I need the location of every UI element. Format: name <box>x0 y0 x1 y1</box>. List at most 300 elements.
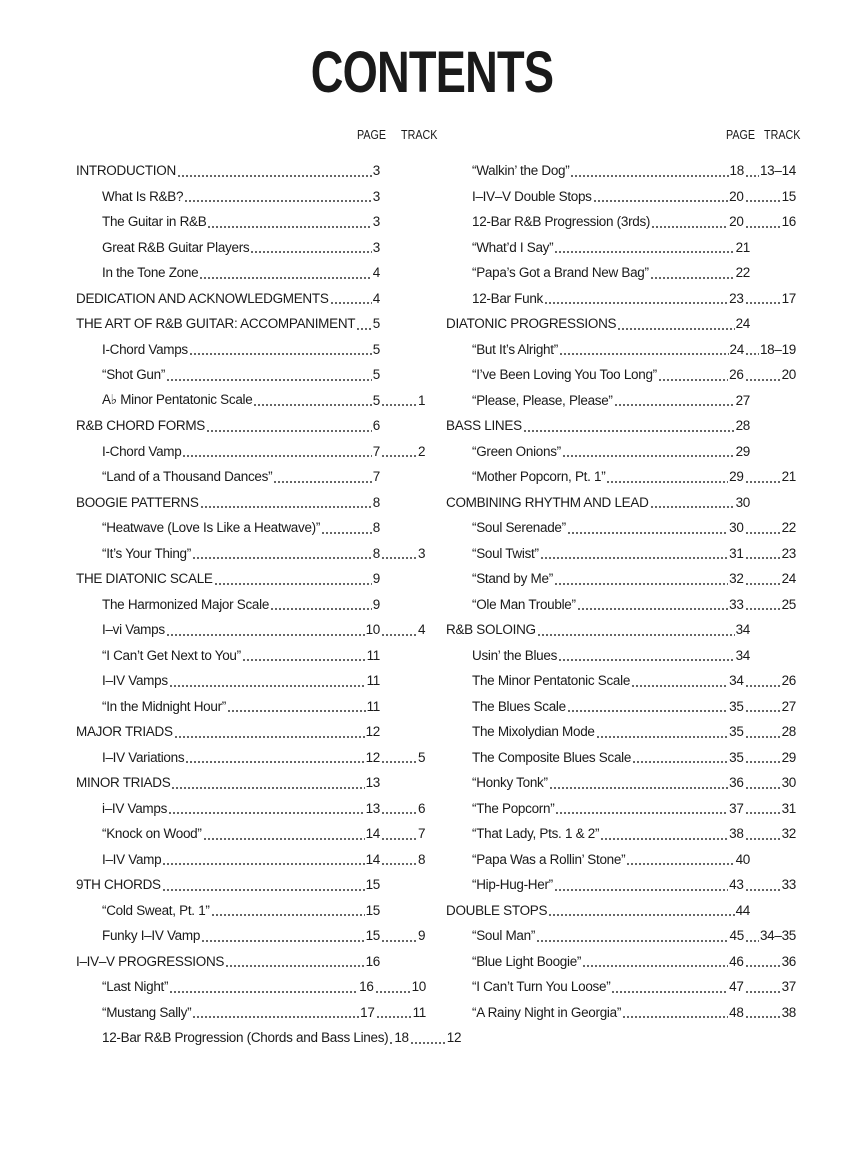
dot-leader <box>182 444 371 458</box>
entry-title: “Soul Twist” <box>472 545 539 561</box>
dot-leader <box>559 342 729 356</box>
toc-section-entry[interactable] <box>76 490 426 516</box>
toc-subsection-entry[interactable] <box>76 388 426 414</box>
dot-leader <box>745 674 781 688</box>
dot-leader <box>174 725 365 739</box>
entry-title: I–IV Variations <box>102 749 185 765</box>
dot-leader <box>381 546 417 560</box>
dot-leader <box>199 266 372 280</box>
dot-leader <box>554 240 734 254</box>
entry-track-number: 16 <box>781 214 796 230</box>
entry-title: “Please, Please, Please” <box>472 392 613 408</box>
dot-leader <box>376 1005 412 1019</box>
entry-title: R&B CHORD FORMS <box>76 418 206 434</box>
toc-subsection-entry[interactable] <box>446 668 796 694</box>
page-title: CONTENTS <box>310 40 554 105</box>
entry-page-number: 35 <box>729 724 744 740</box>
toc-subsection-entry[interactable] <box>76 643 426 669</box>
entry-page-number: 9 <box>372 571 380 587</box>
dot-leader <box>570 164 728 178</box>
entry-title: “Last Night” <box>102 979 169 995</box>
toc-section-entry[interactable] <box>446 413 796 439</box>
toc-subsection-entry[interactable] <box>76 235 426 261</box>
entry-page-number: 35 <box>729 698 744 714</box>
toc-subsection-entry[interactable] <box>446 158 796 184</box>
entry-page-number: 8 <box>372 494 380 510</box>
toc-subsection-entry[interactable] <box>76 898 426 924</box>
toc-section-entry[interactable] <box>76 158 426 184</box>
dot-leader <box>168 801 365 815</box>
dot-leader <box>650 266 735 280</box>
toc-subsection-entry[interactable] <box>76 515 426 541</box>
toc-subsection-entry[interactable] <box>76 668 426 694</box>
dot-leader <box>185 750 364 764</box>
entry-page-number: 11 <box>366 698 380 714</box>
entry-page-number: 3 <box>372 214 380 230</box>
toc-subsection-entry[interactable] <box>76 1000 426 1026</box>
toc-section-entry[interactable] <box>76 872 426 898</box>
entry-title: “Papa Was a Rollin’ Stone” <box>472 851 626 867</box>
entry-track-number: 5 <box>418 749 426 765</box>
entry-title: BOOGIE PATTERNS <box>76 494 199 510</box>
entry-page-number: 22 <box>735 265 750 281</box>
entry-page-number: 20 <box>729 214 744 230</box>
toc-subsection-entry[interactable] <box>446 643 796 669</box>
dot-leader <box>745 342 759 356</box>
entry-page-number: 30 <box>735 494 750 510</box>
entry-track-number: 23 <box>781 545 796 561</box>
dot-leader <box>211 903 365 917</box>
toc-subsection-entry[interactable] <box>446 515 796 541</box>
dot-leader <box>614 393 735 407</box>
toc-section-entry[interactable] <box>76 719 426 745</box>
entry-title: 12-Bar R&B Progression (3rds) <box>472 214 651 230</box>
dot-leader <box>270 597 372 611</box>
entry-title: “Honky Tonk” <box>472 775 548 791</box>
entry-title: “I Can’t Get Next to You” <box>102 647 241 663</box>
entry-page-number: 44 <box>735 902 750 918</box>
page-column-label: PAGE <box>726 128 756 142</box>
dot-leader <box>250 240 371 254</box>
dot-leader <box>162 878 365 892</box>
entry-page-number: 29 <box>735 443 750 459</box>
entry-track-number: 32 <box>781 826 796 842</box>
entry-title: DOUBLE STOPS <box>446 902 548 918</box>
entry-page-number: 21 <box>735 239 750 255</box>
entry-title: “Shot Gun” <box>102 367 166 383</box>
entry-page-number: 28 <box>735 418 750 434</box>
entry-page-number: 4 <box>372 265 380 281</box>
entry-title: I–IV–V PROGRESSIONS <box>76 953 225 969</box>
dot-leader <box>745 546 781 560</box>
dot-leader <box>225 954 364 968</box>
entry-title: “Walkin’ the Dog” <box>472 163 570 179</box>
toc-subsection-entry[interactable] <box>446 286 796 312</box>
entry-page-number: 36 <box>729 775 744 791</box>
dot-leader <box>162 852 364 866</box>
entry-page-number: 8 <box>372 545 380 561</box>
dot-leader <box>745 368 781 382</box>
entry-track-number: 13–14 <box>759 163 796 179</box>
entry-track-number: 3 <box>418 545 426 561</box>
dot-leader <box>536 929 729 943</box>
entry-page-number: 3 <box>372 163 380 179</box>
toc-section-entry[interactable] <box>446 617 796 643</box>
entry-page-number: 14 <box>365 826 380 842</box>
entry-page-number: 38 <box>729 826 744 842</box>
entry-page-number: 12 <box>365 749 380 765</box>
dot-leader <box>554 878 728 892</box>
toc-subsection-entry[interactable] <box>446 362 796 388</box>
entry-page-number: 15 <box>365 902 380 918</box>
toc-section-entry[interactable] <box>76 413 426 439</box>
dot-leader <box>201 929 365 943</box>
toc-subsection-entry[interactable] <box>76 796 426 822</box>
dot-leader <box>745 1005 781 1019</box>
entry-track-number: 37 <box>781 979 796 995</box>
dot-leader <box>540 546 728 560</box>
toc-subsection-entry[interactable] <box>446 439 796 465</box>
dot-leader <box>171 776 364 790</box>
entry-title: THE DIATONIC SCALE <box>76 571 213 587</box>
dot-leader <box>658 368 728 382</box>
entry-page-number: 33 <box>729 596 744 612</box>
dot-leader <box>745 189 781 203</box>
dot-leader <box>745 291 781 305</box>
toc-section-entry[interactable] <box>76 286 426 312</box>
dot-leader <box>626 852 734 866</box>
dot-leader <box>389 1031 393 1045</box>
entry-title: “The Popcorn” <box>472 800 555 816</box>
entry-track-number: 9 <box>418 928 426 944</box>
track-column-label: TRACK <box>764 128 801 142</box>
dot-leader <box>745 470 781 484</box>
toc-subsection-entry[interactable] <box>76 362 426 388</box>
entry-track-number: 28 <box>781 724 796 740</box>
dot-leader <box>651 215 728 229</box>
dot-leader <box>381 827 417 841</box>
entry-title: 9TH CHORDS <box>76 877 161 893</box>
entry-track-number: 10 <box>411 979 426 995</box>
toc-subsection-entry[interactable] <box>76 821 426 847</box>
toc-subsection-entry[interactable] <box>76 847 426 873</box>
entry-track-number: 22 <box>781 520 796 536</box>
toc-subsection-entry[interactable] <box>76 541 426 567</box>
entry-title: The Guitar in R&B <box>102 214 207 230</box>
entry-track-number: 1 <box>418 392 426 408</box>
entry-title: In the Tone Zone <box>102 265 199 281</box>
entry-title: A♭ Minor Pentatonic Scale <box>102 392 253 408</box>
entry-track-number: 24 <box>781 571 796 587</box>
dot-leader <box>745 699 781 713</box>
toc-section-entry[interactable] <box>76 311 426 337</box>
toc-subsection-entry[interactable] <box>76 974 426 1000</box>
entry-page-number: 26 <box>729 367 744 383</box>
entry-page-number: 37 <box>729 800 744 816</box>
toc-section-entry[interactable] <box>76 770 426 796</box>
entry-track-number: 18–19 <box>759 341 796 357</box>
entry-page-number: 7 <box>372 469 380 485</box>
dot-leader <box>745 725 781 739</box>
entry-page-number: 34 <box>735 647 750 663</box>
toc-subsection-entry[interactable] <box>446 694 796 720</box>
entry-title: I–IV–V Double Stops <box>472 188 592 204</box>
entry-title: “Soul Serenade” <box>472 520 566 536</box>
toc-subsection-entry[interactable] <box>76 464 426 490</box>
dot-leader <box>206 419 372 433</box>
toc-subsection-entry[interactable] <box>76 337 426 363</box>
toc-subsection-entry[interactable] <box>446 872 796 898</box>
entry-page-number: 4 <box>372 290 380 306</box>
entry-page-number: 16 <box>359 979 374 995</box>
entry-title: “Ole Man Trouble” <box>472 596 576 612</box>
entry-title: The Minor Pentatonic Scale <box>472 673 631 689</box>
entry-track-number: 12 <box>446 1030 462 1046</box>
dot-leader <box>381 393 417 407</box>
entry-track-number: 20 <box>781 367 796 383</box>
entry-page-number: 13 <box>365 800 380 816</box>
entry-page-number: 5 <box>372 341 380 357</box>
track-column-label: TRACK <box>401 128 438 142</box>
toc-subsection-entry[interactable] <box>446 974 796 1000</box>
toc-subsection-entry[interactable] <box>76 184 426 210</box>
entry-page-number: 13 <box>365 775 380 791</box>
entry-track-number: 8 <box>418 851 426 867</box>
entry-title: “Heatwave (Love Is Like a Heatwave)” <box>102 520 321 536</box>
toc-list-left <box>76 158 462 1051</box>
dot-leader <box>169 674 366 688</box>
entry-page-number: 14 <box>365 851 380 867</box>
dot-leader <box>381 444 417 458</box>
dot-leader <box>593 189 729 203</box>
entry-track-number: 15 <box>781 188 796 204</box>
dot-leader <box>650 495 735 509</box>
entry-page-number: 48 <box>729 1004 744 1020</box>
entry-page-number: 27 <box>735 392 750 408</box>
entry-title: “What’d I Say” <box>472 239 554 255</box>
entry-page-number: 6 <box>372 418 380 434</box>
toc-subsection-entry[interactable] <box>446 337 796 363</box>
entry-page-number: 29 <box>729 469 744 485</box>
dot-leader <box>558 648 735 662</box>
dot-leader <box>253 393 371 407</box>
entry-page-number: 32 <box>729 571 744 587</box>
toc-subsection-entry[interactable] <box>446 235 796 261</box>
entry-page-number: 31 <box>729 545 744 561</box>
entry-track-number: 21 <box>781 469 796 485</box>
toc-subsection-entry[interactable] <box>76 592 426 618</box>
entry-track-number: 7 <box>418 826 426 842</box>
entry-track-number: 33 <box>781 877 796 893</box>
dot-leader <box>631 674 728 688</box>
entry-title: MINOR TRIADS <box>76 775 171 791</box>
entry-title: The Mixolydian Mode <box>472 724 595 740</box>
dot-leader <box>548 903 734 917</box>
entry-title: “That Lady, Pts. 1 & 2” <box>472 826 600 842</box>
entry-title: “Green Onions” <box>472 443 561 459</box>
toc-subsection-entry[interactable] <box>76 745 426 771</box>
entry-title: BASS LINES <box>446 418 522 434</box>
entry-title: I–IV Vamps <box>102 673 168 689</box>
entry-page-number: 47 <box>729 979 744 995</box>
entry-title: COMBINING RHYTHM AND LEAD <box>446 494 649 510</box>
entry-page-number: 34 <box>735 622 750 638</box>
dot-leader <box>567 699 728 713</box>
entry-page-number: 34 <box>729 673 744 689</box>
entry-track-number: 29 <box>781 749 796 765</box>
toc-subsection-entry[interactable] <box>446 745 796 771</box>
entry-track-number: 27 <box>781 698 796 714</box>
entry-page-number: 3 <box>372 188 380 204</box>
toc-subsection-entry[interactable] <box>76 1025 462 1051</box>
dot-leader <box>544 291 728 305</box>
toc-subsection-entry[interactable] <box>446 796 796 822</box>
entry-title: The Composite Blues Scale <box>472 749 632 765</box>
toc-subsection-entry[interactable] <box>446 464 796 490</box>
dot-leader <box>745 980 781 994</box>
column-header <box>446 128 801 146</box>
dot-leader <box>622 1005 728 1019</box>
entry-page-number: 18 <box>729 163 744 179</box>
page-column-label: PAGE <box>357 128 387 142</box>
entry-page-number: 16 <box>365 953 380 969</box>
entry-page-number: 40 <box>735 851 750 867</box>
toc-subsection-entry[interactable] <box>446 209 796 235</box>
entry-track-number: 4 <box>418 622 426 638</box>
toc-subsection-entry[interactable] <box>446 847 796 873</box>
toc-subsection-entry[interactable] <box>446 949 796 975</box>
entry-page-number: 3 <box>372 239 380 255</box>
toc-subsection-entry[interactable] <box>446 719 796 745</box>
toc-column-left <box>76 128 462 1051</box>
dot-leader <box>189 342 372 356</box>
dot-leader <box>606 470 728 484</box>
dot-leader <box>617 317 734 331</box>
dot-leader <box>632 750 728 764</box>
toc-subsection-entry[interactable] <box>446 184 796 210</box>
entry-track-number: 30 <box>781 775 796 791</box>
entry-track-number: 11 <box>412 1004 426 1020</box>
entry-title: What Is R&B? <box>102 188 184 204</box>
toc-section-entry[interactable] <box>446 490 796 516</box>
toc-subsection-entry[interactable] <box>76 923 426 949</box>
dot-leader <box>166 368 372 382</box>
entry-title: “I’ve Been Loving You Too Long” <box>472 367 657 383</box>
entry-title: I-Chord Vamp <box>102 443 182 459</box>
dot-leader <box>745 929 759 943</box>
toc-subsection-entry[interactable] <box>446 388 796 414</box>
entry-page-number: 24 <box>735 316 750 332</box>
entry-page-number: 10 <box>365 622 380 638</box>
dot-leader <box>745 954 781 968</box>
entry-title: DIATONIC PROGRESSIONS <box>446 316 617 332</box>
entry-title: DEDICATION AND ACKNOWLEDGMENTS <box>76 290 329 306</box>
column-header <box>76 128 438 146</box>
entry-page-number: 15 <box>365 928 380 944</box>
toc-subsection-entry[interactable] <box>76 260 426 286</box>
dot-leader <box>600 827 728 841</box>
entry-page-number: 11 <box>366 673 380 689</box>
entry-page-number: 12 <box>365 724 380 740</box>
toc-subsection-entry[interactable] <box>446 592 796 618</box>
toc-subsection-entry[interactable] <box>446 821 796 847</box>
dot-leader <box>177 164 372 178</box>
dot-leader <box>192 546 372 560</box>
entry-title: Usin’ the Blues <box>472 647 558 663</box>
entry-page-number: 46 <box>729 953 744 969</box>
entry-page-number: 35 <box>729 749 744 765</box>
dot-leader <box>321 521 372 535</box>
dot-leader <box>381 801 417 815</box>
entry-page-number: 5 <box>372 367 380 383</box>
dot-leader <box>410 1031 446 1045</box>
entry-page-number: 45 <box>729 928 744 944</box>
toc-subsection-entry[interactable] <box>446 923 796 949</box>
entry-page-number: 30 <box>729 520 744 536</box>
entry-track-number: 34–35 <box>759 928 796 944</box>
entry-title: “Hip-Hug-Her” <box>472 877 553 893</box>
toc-subsection-entry[interactable] <box>76 209 426 235</box>
dot-leader <box>611 980 728 994</box>
entry-title: “In the Midnight Hour” <box>102 698 226 714</box>
dot-leader <box>184 189 372 203</box>
dot-leader <box>203 827 365 841</box>
dot-leader <box>330 291 372 305</box>
entry-title: I–vi Vamps <box>102 622 165 638</box>
dot-leader <box>169 980 358 994</box>
entry-title: “Cold Sweat, Pt. 1” <box>102 902 210 918</box>
entry-title: THE ART OF R&B GUITAR: ACCOMPANIMENT <box>76 316 356 332</box>
entry-title: I–IV Vamp <box>102 851 162 867</box>
entry-track-number: 38 <box>781 1004 796 1020</box>
entry-title: “It’s Your Thing” <box>102 545 191 561</box>
toc-subsection-entry[interactable] <box>76 694 426 720</box>
dot-leader <box>562 444 735 458</box>
dot-leader <box>567 521 728 535</box>
toc-subsection-entry[interactable] <box>446 566 796 592</box>
dot-leader <box>745 215 781 229</box>
entry-track-number: 6 <box>418 800 426 816</box>
dot-leader <box>523 419 735 433</box>
toc-section-entry[interactable] <box>446 311 796 337</box>
toc-subsection-entry[interactable] <box>446 541 796 567</box>
dot-leader <box>356 317 372 331</box>
dot-leader <box>577 597 728 611</box>
dot-leader <box>745 801 781 815</box>
entry-title: Great R&B Guitar Players <box>102 239 250 255</box>
toc-section-entry[interactable] <box>446 898 796 924</box>
entry-title: i–IV Vamps <box>102 800 168 816</box>
toc-section-entry[interactable] <box>76 949 426 975</box>
dot-leader <box>192 1005 359 1019</box>
entry-title: “Papa’s Got a Brand New Bag” <box>472 265 649 281</box>
entry-title: Funky I–IV Vamp <box>102 928 201 944</box>
dot-leader <box>745 597 781 611</box>
toc-subsection-entry[interactable] <box>76 617 426 643</box>
dot-leader <box>554 572 728 586</box>
toc-subsection-entry[interactable] <box>446 1000 796 1026</box>
dot-leader <box>273 470 372 484</box>
toc-subsection-entry[interactable] <box>446 770 796 796</box>
entry-title: 12-Bar R&B Progression (Chords and Bass Lines) <box>102 1030 389 1046</box>
entry-page-number: 11 <box>366 647 380 663</box>
toc-subsection-entry[interactable] <box>76 439 426 465</box>
dot-leader <box>745 827 781 841</box>
entry-title: “Mother Popcorn, Pt. 1” <box>472 469 606 485</box>
dot-leader <box>166 623 365 637</box>
toc-section-entry[interactable] <box>76 566 426 592</box>
toc-subsection-entry[interactable] <box>446 260 796 286</box>
